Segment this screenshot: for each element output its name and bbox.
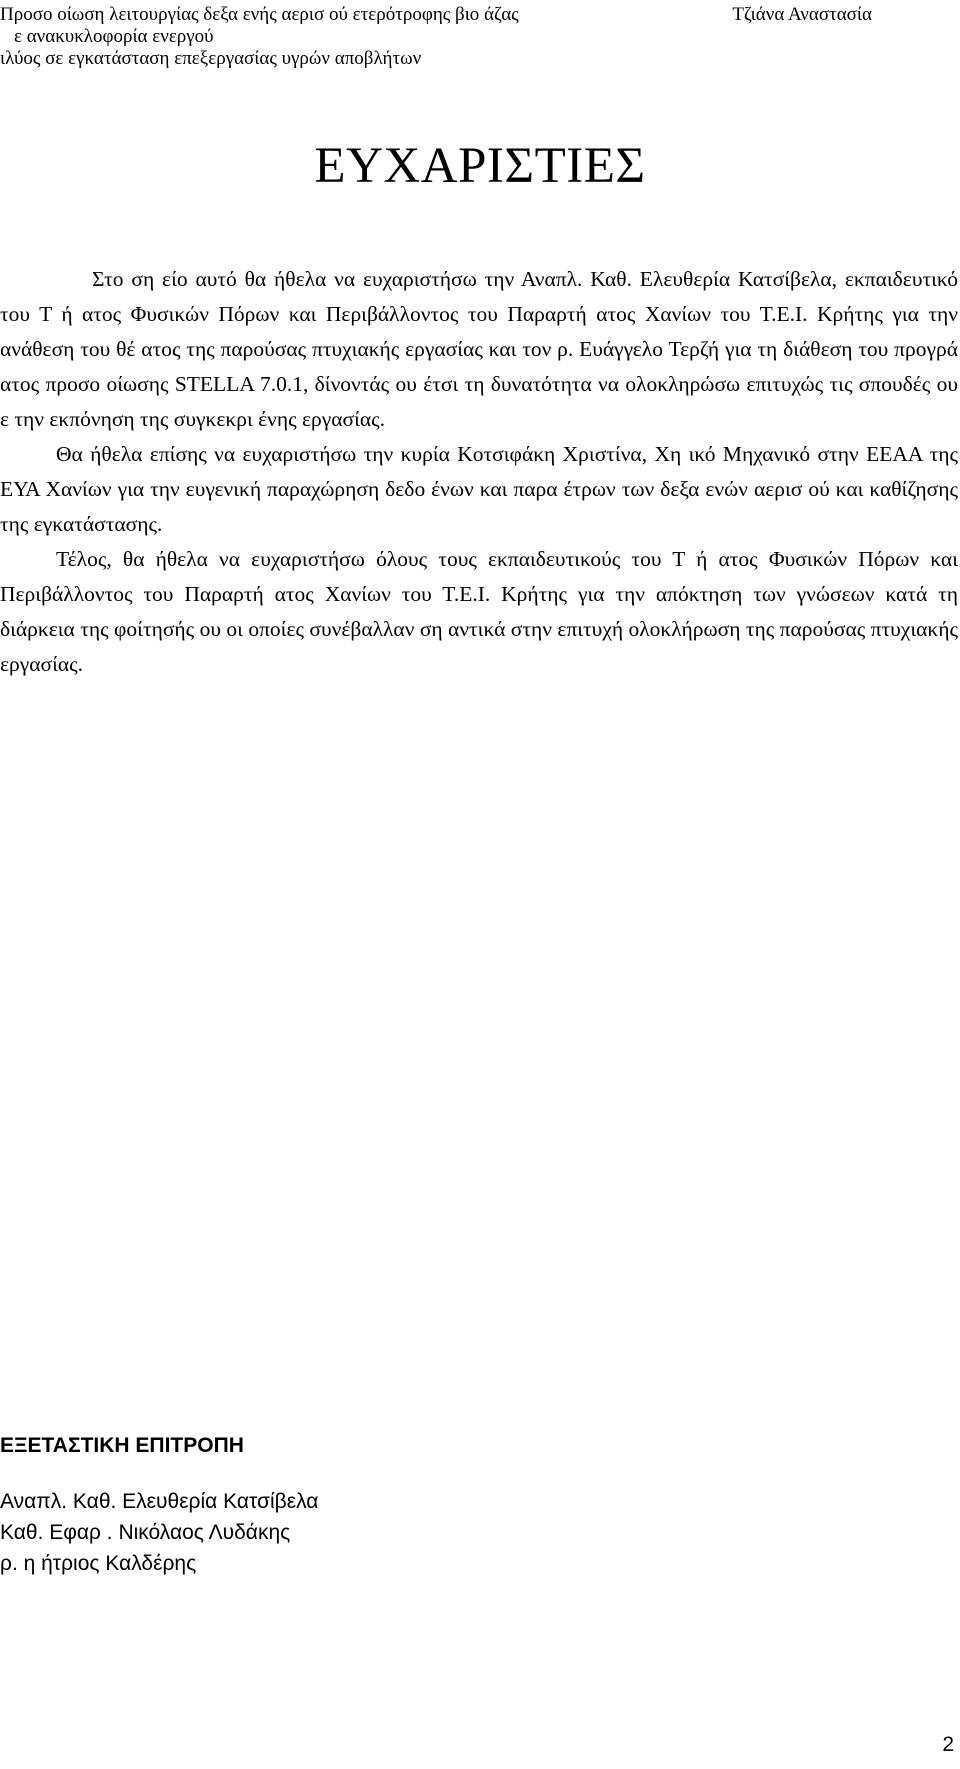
committee-member: ρ. η ήτριος Καλδέρης <box>0 1552 197 1575</box>
header-title-line-3: ιλύος σε εγκατάσταση επεξεργασίας υγρών αποβλήτων <box>0 48 422 69</box>
header-title-line-2: ε ανακυκλοφορία ενεργού <box>14 26 214 47</box>
committee-heading: ΕΞΕΤΑΣΤΙΚΗ ΕΠΙΤΡΟΠΗ <box>0 1434 244 1457</box>
committee-members-list <box>0 1486 600 1579</box>
committee-member: Καθ. Εφαρ . Νικόλαος Λυδάκης <box>0 1521 291 1544</box>
acknowledgement-paragraph-2: Θα ήθελα επίσης να ευχαριστήσω την κυρία Κοτσιφάκη Χριστίνα, Χη ικό Μηχανικό στην ΕΕΑΑ της ΕΥΑ Χανίων για την ευγενική παραχώρηση δεδο ένων και παρα έτρων των δεξα ενών αερισ ού και καθίζησης της εγκατάστασης. <box>0 442 958 536</box>
page-header <box>0 0 960 80</box>
acknowledgement-paragraph-3: Τέλος, θα ήθελα να ευχαριστήσω όλους τους εκπαιδευτικούς του Τ ή ατος Φυσικών Πόρων και Περιβάλλοντος του Παραρτή ατος Χανίων του Τ.Ε.Ι. Κρήτης για την απόκτηση των γνώσεων κατά τη διάρκεια της φοίτησής ου οι οποίες συνέβαλλαν ση αντικά στην επιτυχή ολοκλήρωση της παρούσας πτυχιακής εργασίας. <box>0 547 958 676</box>
header-document-title <box>0 4 690 70</box>
acknowledgements-body <box>0 262 958 682</box>
page-title: ΕΥΧΑΡΙΣΤΙΕΣ <box>314 138 646 194</box>
header-title-line-1: Προσο οίωση λειτουργίας δεξα ενής αερισ ού ετερότροφης βιο άζας <box>0 4 519 25</box>
page-number: 2 <box>942 1733 954 1756</box>
examination-committee <box>0 1432 600 1579</box>
header-author: Τζιάνα Αναστασία <box>732 4 872 25</box>
committee-member: Αναπλ. Καθ. Ελευθερία Κατσίβελα <box>0 1490 319 1513</box>
acknowledgement-paragraph-1: Στο ση είο αυτό θα ήθελα να ευχαριστήσω την Αναπλ. Καθ. Ελευθερία Κατσίβελα, εκπαιδευτικό του Τ ή ατος Φυσικών Πόρων και Περιβάλλοντος του Παραρτή ατος Χανίων του Τ.Ε.Ι. Κρήτης για την ανάθεση του θέ ατος της παρούσας πτυχιακής εργασίας και τον ρ. Ευάγγελο Τερζή για τη διάθεση του προγρά ατος προσο οίωσης STELLA 7.0.1, δίνοντάς ου έτσι τη δυνατότητα να ολοκληρώσω επιτυχώς τις σπουδές ου ε την εκπόνηση της συγκεκρι ένης εργασίας. <box>0 267 958 431</box>
